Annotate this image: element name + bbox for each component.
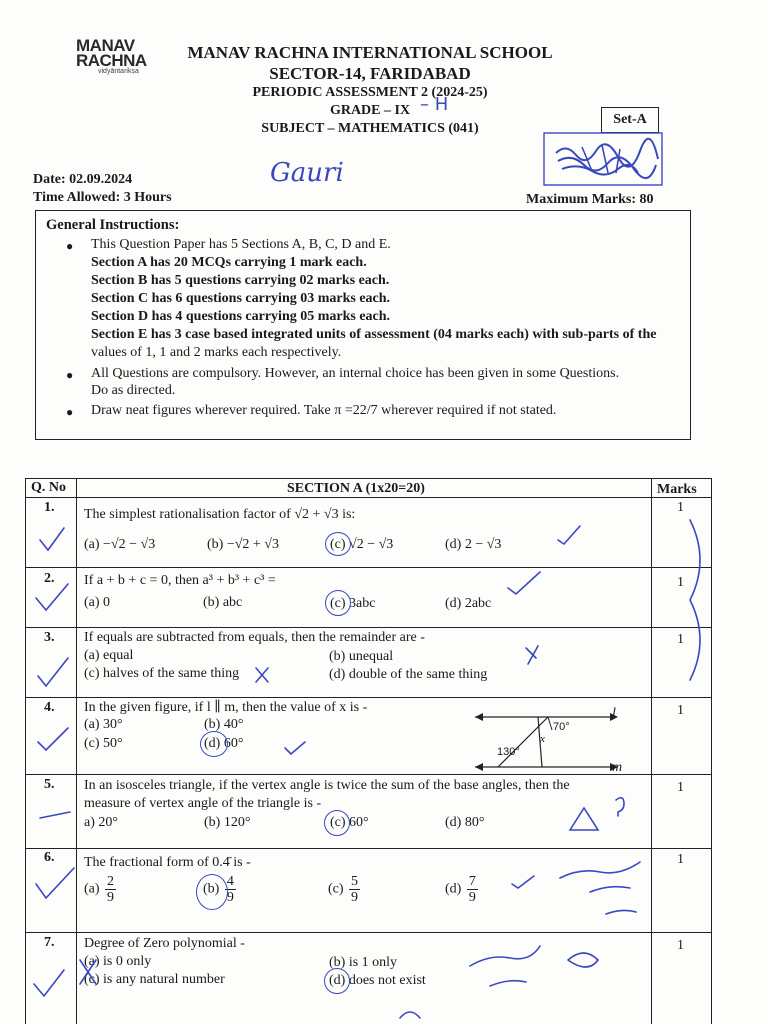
cross-icon xyxy=(80,960,96,984)
instructions-title: General Instructions: xyxy=(46,217,180,233)
question-number: 6. xyxy=(44,850,55,865)
question-text: The simplest rationalisation factor of √2 + √3 is: xyxy=(84,507,356,522)
option-a: a) 20° xyxy=(84,815,118,830)
option-d: (d) 80° xyxy=(445,815,485,830)
question-number: 1. xyxy=(44,500,55,515)
figure-angle-130: 130° xyxy=(497,746,520,758)
tick-icon xyxy=(40,528,64,550)
instruction-line: Do as directed. xyxy=(91,383,176,398)
question-number: 7. xyxy=(44,935,55,950)
option-c: (c) 3abc xyxy=(330,596,376,611)
question-number: 3. xyxy=(44,630,55,645)
question-text: In an isosceles triangle, if the vertex angle is twice the sum of the base angles, then the xyxy=(84,778,570,793)
figure-label-l: l xyxy=(612,706,616,721)
fraction: $\frac{7}{9}$ xyxy=(468,874,476,905)
bullet-icon: ● xyxy=(66,239,74,253)
figure-angle-70: 70° xyxy=(553,721,570,733)
option-b: (b) 40° xyxy=(204,717,244,732)
question-text: Degree of Zero polynomial - xyxy=(84,936,245,951)
option-c: (c) 50° xyxy=(84,736,123,751)
tick-icon xyxy=(558,526,580,544)
fraction: $\frac{2}{9}$ xyxy=(107,874,115,905)
question-text-2: measure of vertex angle of the triangle is - xyxy=(84,796,322,811)
option-b-label: (b) xyxy=(203,881,220,897)
tick-icon xyxy=(285,742,305,754)
option-c: (c) halves of the same thing xyxy=(84,666,240,681)
option-a: (a) equal xyxy=(84,648,134,663)
school-sector: SECTOR-14, FARIDABAD xyxy=(269,64,471,83)
header-qno: Q. No xyxy=(31,480,66,495)
option-a: (a) −√2 − √3 xyxy=(84,537,156,552)
option-c: (c) 60° xyxy=(330,815,369,830)
question-marks: 1 xyxy=(677,703,684,718)
assessment-title: PERIODIC ASSESSMENT 2 (2024-25) xyxy=(252,85,488,100)
instruction-line: All Questions are compulsory. However, an internal choice has been given in some Questions. xyxy=(91,366,620,381)
option-b: (b) −√2 + √3 xyxy=(207,537,279,552)
option-a-label: (a) xyxy=(84,881,100,897)
question-text: The fractional form of 0.4̄ is - xyxy=(84,855,251,870)
option-b: (b) abc xyxy=(203,595,243,610)
option-d-label: (d) xyxy=(445,881,462,897)
exam-date: Date: 02.09.2024 xyxy=(33,172,133,187)
instruction-line: This Question Paper has 5 Sections A, B, C, D and E. xyxy=(91,237,391,252)
question-marks: 1 xyxy=(677,575,684,590)
question-marks: 1 xyxy=(677,780,684,795)
option-b: (b) unequal xyxy=(329,649,394,664)
logo-line2: RACHNA xyxy=(76,51,147,70)
figure-label-m: m xyxy=(612,760,623,775)
subject: SUBJECT – MATHEMATICS (041) xyxy=(261,121,479,136)
max-marks: Maximum Marks: 80 xyxy=(526,192,654,207)
logo-tagline: vidyāntarikṣa xyxy=(98,68,139,75)
cross-icon xyxy=(256,668,268,682)
grade: GRADE – IX xyxy=(329,103,411,118)
tick-icon xyxy=(36,584,68,610)
instruction-line: Section D has 4 questions carrying 05 marks each. xyxy=(91,309,391,324)
option-c: (c) √2 − √3 xyxy=(330,537,394,552)
option-d: (d) double of the same thing xyxy=(329,667,488,682)
grade-handwritten: – H xyxy=(420,94,449,115)
question-marks: 1 xyxy=(677,500,684,515)
option-c-label: (c) xyxy=(328,881,344,897)
option-a: (a) 30° xyxy=(84,717,123,732)
instruction-line: Section C has 6 questions carrying 03 marks each. xyxy=(91,291,391,306)
school-name: MANAV RACHNA INTERNATIONAL SCHOOL xyxy=(187,43,553,62)
option-a: (a) 0 xyxy=(84,595,111,610)
tick-icon xyxy=(36,868,74,898)
question-text: If equals are subtracted from equals, then the remainder are - xyxy=(84,630,425,645)
question-marks: 1 xyxy=(677,938,684,953)
fraction: $\frac{4}{9}$ xyxy=(226,874,234,905)
option-d: (d) 2abc xyxy=(445,596,492,611)
question-number: 2. xyxy=(44,571,55,586)
instruction-line: Section B has 5 questions carrying 02 marks each. xyxy=(91,273,390,288)
option-d: (d) 60° xyxy=(204,736,244,751)
option-b: (b) is 1 only xyxy=(329,955,398,970)
instruction-line: Draw neat figures wherever required. Take π =22/7 wherever required if not stated. xyxy=(91,403,557,418)
tick-icon xyxy=(40,812,70,818)
tick-icon xyxy=(508,572,540,594)
student-name-handwritten: Gauri xyxy=(270,158,344,188)
fraction: $\frac{5}{9}$ xyxy=(351,874,359,905)
instruction-line: Section E has 3 case based integrated units of assessment (04 marks each) with sub-parts of the xyxy=(91,327,657,342)
question-marks: 1 xyxy=(677,632,684,647)
bullet-icon: ● xyxy=(66,368,74,382)
figure-label-x: x xyxy=(540,733,545,745)
header-marks: Marks xyxy=(657,482,697,497)
set-label: Set-A xyxy=(601,107,659,133)
option-a: (a) is 0 only xyxy=(84,954,152,969)
question-marks: 1 xyxy=(677,852,684,867)
option-d: (d) 2 − √3 xyxy=(445,537,502,552)
logo-line1: MANAV xyxy=(76,36,135,55)
option-c: (c) is any natural number xyxy=(84,972,225,987)
header-section: SECTION A (1x20=20) xyxy=(287,481,425,496)
instruction-line: Section A has 20 MCQs carrying 1 mark each. xyxy=(91,255,367,270)
tick-icon xyxy=(512,876,534,888)
option-d: (d) does not exist xyxy=(329,973,426,988)
cross-icon xyxy=(526,646,538,664)
question-number: 4. xyxy=(44,700,55,715)
bullet-icon: ● xyxy=(66,405,74,419)
instruction-line: values of 1, 1 and 2 marks each respectively. xyxy=(91,345,342,360)
time-allowed: Time Allowed: 3 Hours xyxy=(33,190,172,205)
tick-icon xyxy=(34,970,64,996)
question-text: If a + b + c = 0, then a³ + b³ + c³ = xyxy=(84,573,276,588)
tick-icon xyxy=(38,728,68,750)
question-text: In the given figure, if l ∥ m, then the value of x is - xyxy=(84,700,368,715)
question-number: 5. xyxy=(44,777,55,792)
tick-icon xyxy=(38,658,68,686)
option-b: (b) 120° xyxy=(204,815,251,830)
